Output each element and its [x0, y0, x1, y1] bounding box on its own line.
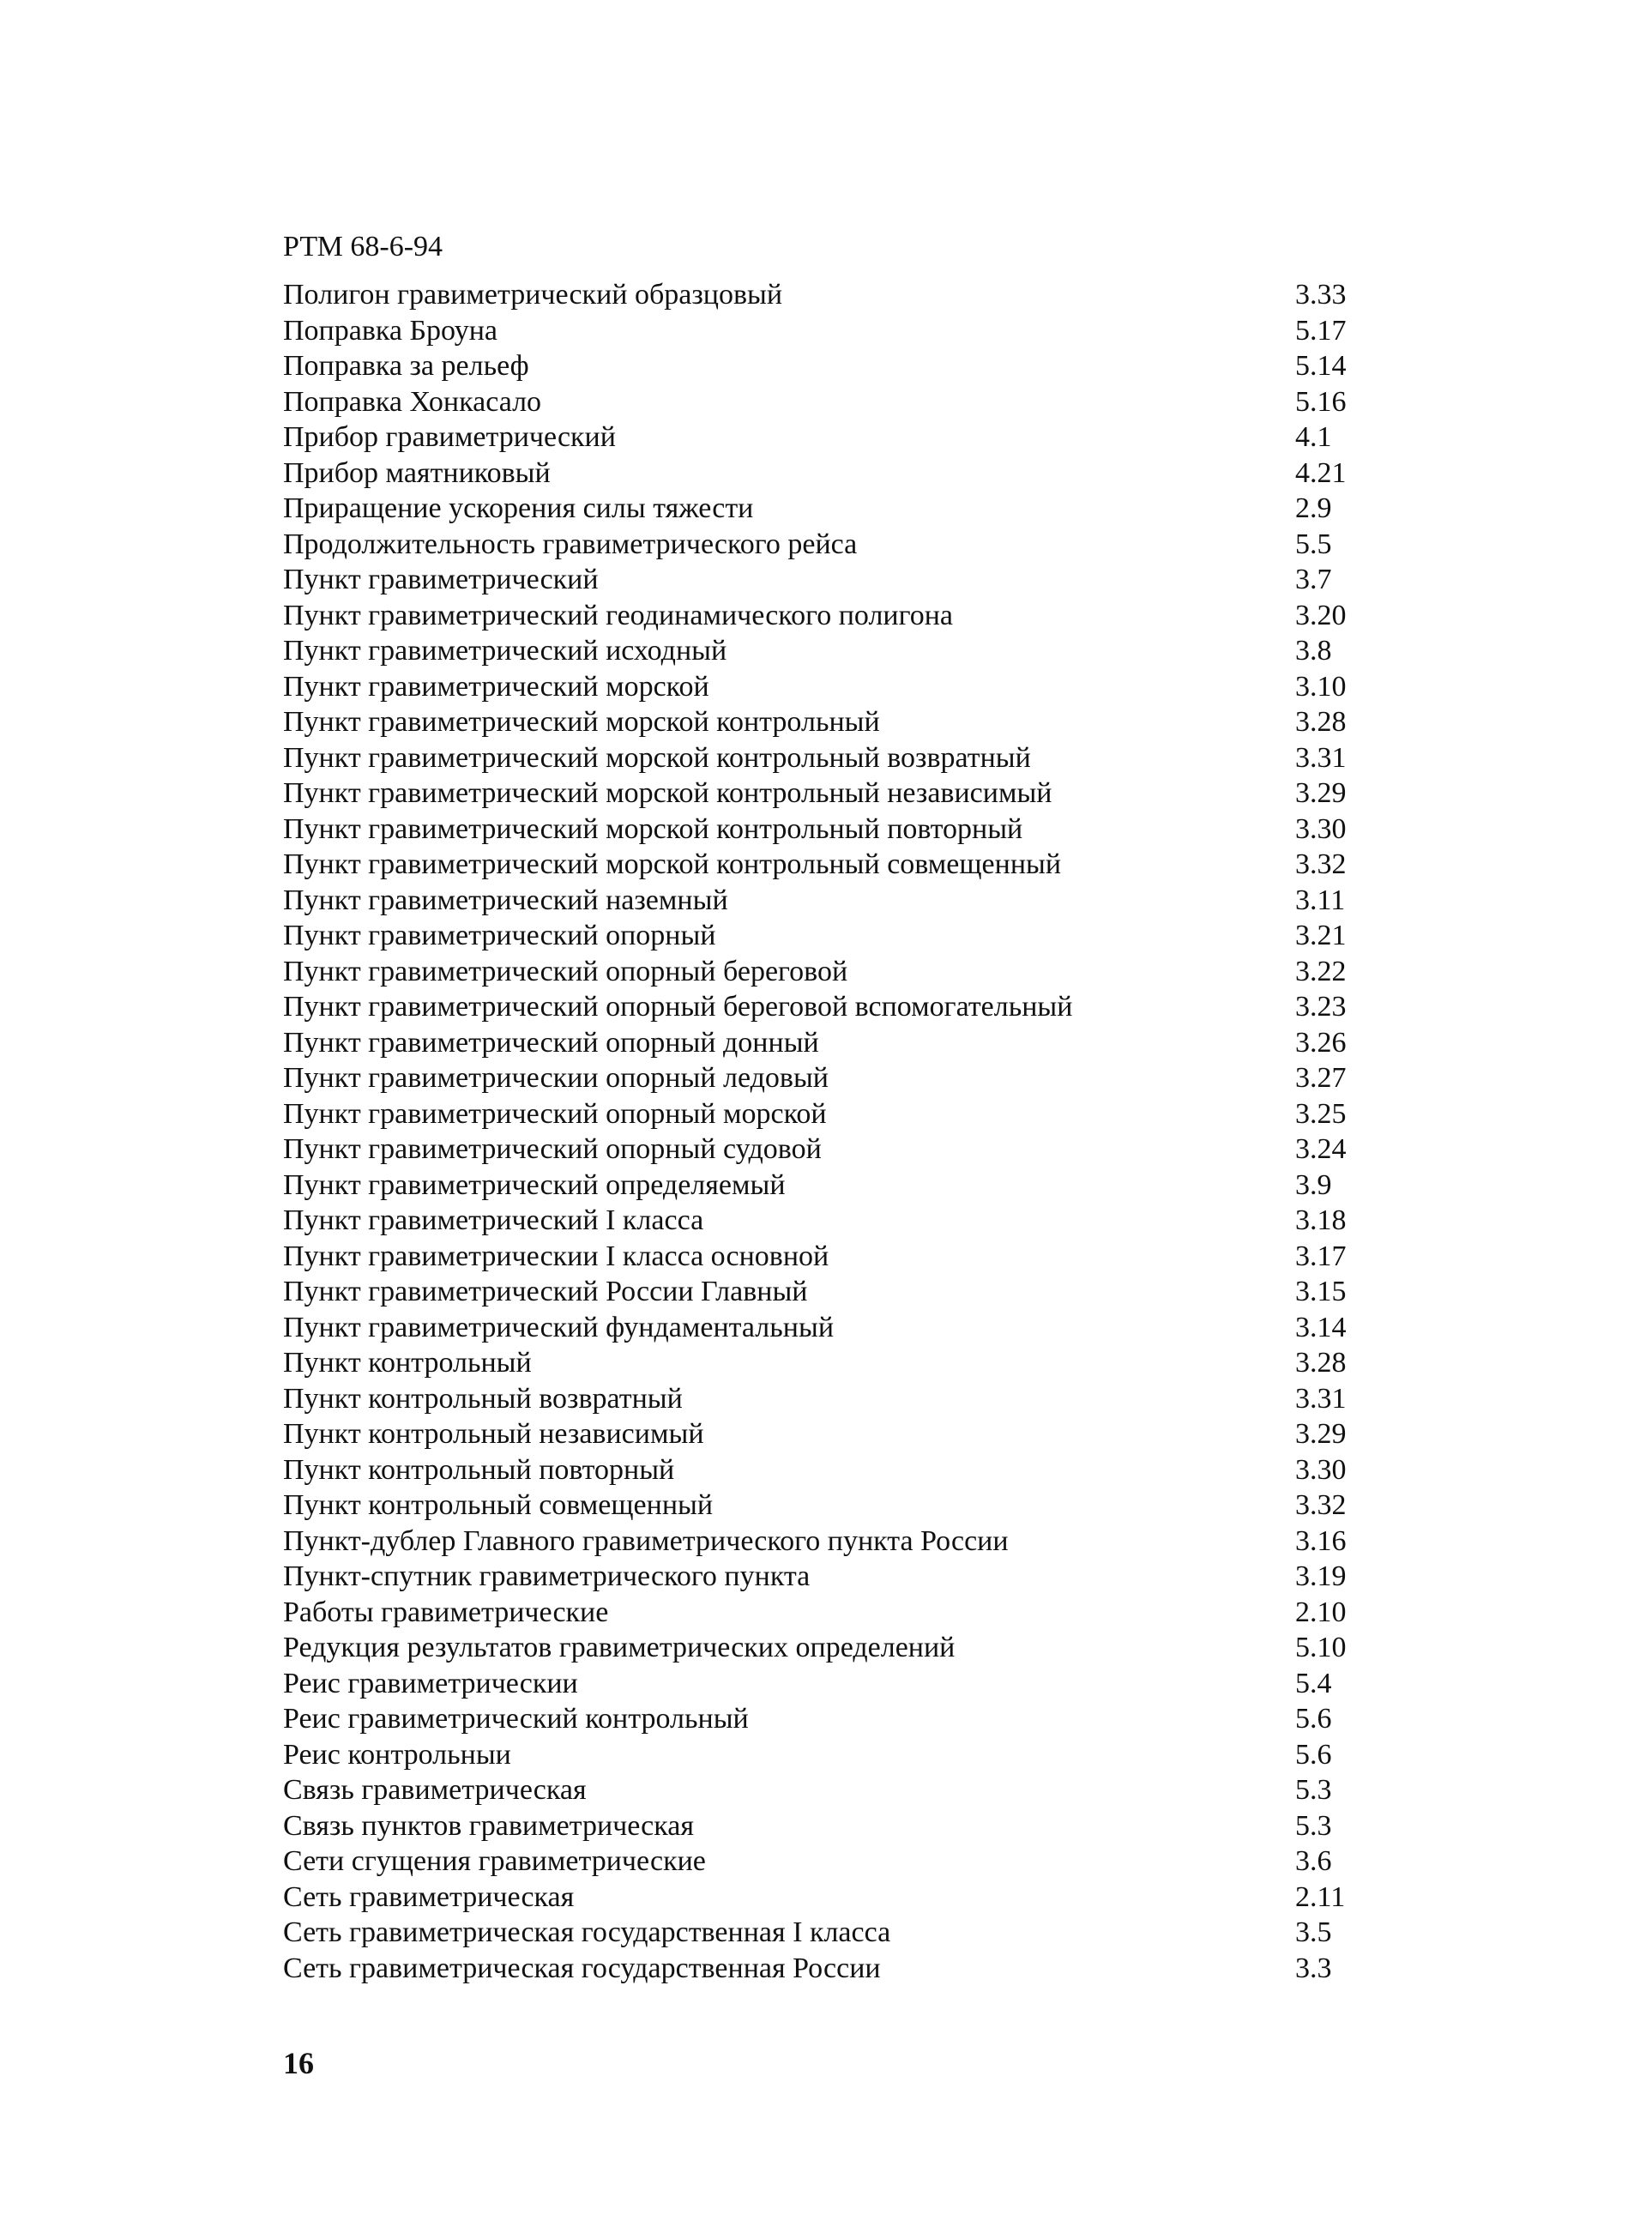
- index-reference: 3.31: [1295, 741, 1347, 774]
- index-term: Пункт гравиметрический морской: [283, 670, 709, 703]
- document-code-header: РТМ 68-6-94: [283, 231, 443, 263]
- index-entry: [283, 419, 1355, 456]
- index-term: Работы гравиметрические: [283, 1596, 609, 1628]
- index-reference: 3.6: [1295, 1845, 1332, 1877]
- index-entry: [283, 918, 1355, 954]
- index-entry: [283, 1701, 1355, 1737]
- index-reference: 2.10: [1295, 1596, 1347, 1628]
- index-term: Редукция результатов гравиметрических определений: [283, 1632, 956, 1663]
- index-reference: 3.16: [1295, 1524, 1347, 1557]
- index-term: Пункт гравиметрическии I класса основной: [283, 1240, 829, 1272]
- index-entry: [283, 883, 1355, 919]
- index-entry: [283, 1630, 1355, 1666]
- index-term: Поправка Броуна: [283, 314, 498, 347]
- index-entry: [283, 704, 1355, 740]
- index-reference: 3.32: [1295, 848, 1347, 880]
- index-entry: [283, 812, 1355, 848]
- index-entry: [283, 847, 1355, 883]
- index-term: Пункт гравиметрический опорный береговой вспомогательный: [283, 991, 1073, 1023]
- index-entry: [283, 1060, 1355, 1096]
- index-reference: 3.9: [1295, 1168, 1332, 1201]
- index-reference: 5.6: [1295, 1738, 1332, 1771]
- index-reference: 3.26: [1295, 1026, 1347, 1059]
- index-reference: 3.20: [1295, 599, 1347, 631]
- index-reference: 3.11: [1295, 884, 1346, 916]
- index-term: Приращение ускорения силы тяжести: [283, 492, 754, 524]
- index-term: Реис гравиметрическии: [283, 1667, 578, 1699]
- index-term: Пункт гравиметрический исходный: [283, 635, 727, 667]
- index-entry: [283, 384, 1355, 420]
- index-term: Прибор маятниковый: [283, 456, 551, 489]
- index-term: Пункт-дублер Главного гравиметрического пункта России: [283, 1524, 1009, 1557]
- index-reference: 3.29: [1295, 777, 1347, 809]
- index-entry: [283, 633, 1355, 669]
- index-entry: [283, 740, 1355, 776]
- index-entry: [283, 1915, 1355, 1951]
- index-term: Пункт гравиметрический морской контрольный независимый: [283, 777, 1052, 809]
- index-term: Пункт гравиметрический опорный морской: [283, 1097, 827, 1130]
- index-reference: 3.28: [1295, 706, 1347, 738]
- index-reference: 3.17: [1295, 1240, 1347, 1272]
- index-entry: [283, 277, 1355, 313]
- index-term: Пункт гравиметрический морской контрольный возвратный: [283, 741, 1031, 774]
- index-reference: 3.23: [1295, 991, 1347, 1023]
- index-reference: 5.3: [1295, 1809, 1332, 1842]
- index-term: Полигон гравиметрический образцовый: [283, 279, 783, 311]
- index-entry: [283, 1452, 1355, 1488]
- index-term: Пункт гравиметрический опорный береговой: [283, 955, 848, 987]
- index-term: Поправка за рельеф: [283, 350, 529, 382]
- index-entry: [283, 527, 1355, 563]
- index-term: Пункт гравиметрический I класса: [283, 1204, 704, 1236]
- index-reference: 3.15: [1295, 1276, 1347, 1307]
- index-reference: 4.1: [1295, 421, 1332, 453]
- index-entry: [283, 954, 1355, 990]
- index-term: Пункт гравиметрический определяемый: [283, 1168, 786, 1201]
- index-term: Пункт гравиметрический опорный донный: [283, 1026, 819, 1059]
- index-reference: 3.30: [1295, 812, 1347, 845]
- index-term: Пункт контрольный возвратный: [283, 1382, 683, 1415]
- index-term: Пункт гравиметрическии опорный ледовый: [283, 1062, 829, 1094]
- index-entry: [283, 1951, 1355, 1987]
- index-reference: 2.9: [1295, 492, 1332, 524]
- index-term: Сеть гравиметрическая: [283, 1880, 575, 1913]
- index-reference: 3.5: [1295, 1916, 1332, 1948]
- index-term: Пункт контрольный совмещенный: [283, 1489, 714, 1521]
- index-term: Связь гравиметрическая: [283, 1774, 587, 1806]
- index-entry: [283, 491, 1355, 527]
- index-reference: 2.11: [1295, 1880, 1346, 1913]
- index-entry: [283, 1274, 1355, 1310]
- index-reference: 3.30: [1295, 1453, 1347, 1486]
- index-reference: 5.10: [1295, 1632, 1347, 1663]
- index-term: Поправка Хонкасало: [283, 385, 542, 418]
- subject-index-list: [283, 277, 1355, 1986]
- index-reference: 3.18: [1295, 1204, 1347, 1236]
- index-entry: [283, 1488, 1355, 1524]
- index-reference: 3.32: [1295, 1489, 1347, 1521]
- index-term: Пункт гравиметрический морской контрольный совмещенный: [283, 848, 1062, 880]
- index-term: Пункт гравиметрический опорный: [283, 920, 716, 951]
- index-reference: 3.10: [1295, 670, 1347, 703]
- index-entry: [283, 1772, 1355, 1808]
- index-entry: [283, 1416, 1355, 1452]
- index-entry: [283, 776, 1355, 812]
- index-entry: [283, 598, 1355, 634]
- index-entry: [283, 669, 1355, 705]
- index-term: Связь пунктов гравиметрическая: [283, 1809, 695, 1842]
- index-entry: [283, 1880, 1355, 1916]
- index-reference: 3.27: [1295, 1062, 1347, 1094]
- page-number: 16: [283, 2046, 314, 2080]
- index-entry: [283, 1096, 1355, 1132]
- index-entry: [283, 562, 1355, 598]
- index-reference: 3.7: [1295, 564, 1332, 595]
- index-entry: [283, 348, 1355, 384]
- index-reference: 3.31: [1295, 1382, 1347, 1415]
- index-term: Пункт гравиметрический наземный: [283, 884, 728, 916]
- index-reference: 5.5: [1295, 528, 1332, 560]
- index-entry: [283, 1381, 1355, 1417]
- index-reference: 5.14: [1295, 350, 1347, 382]
- index-term: Пункт контрольный повторный: [283, 1453, 675, 1486]
- index-entry: [283, 1844, 1355, 1880]
- index-reference: 3.33: [1295, 279, 1347, 311]
- index-entry: [283, 1239, 1355, 1275]
- index-entry: [283, 1025, 1355, 1061]
- index-entry: [283, 1132, 1355, 1168]
- index-term: Сеть гравиметрическая государственная I класса: [283, 1916, 891, 1948]
- index-term: Пункт гравиметрический фундаментальный: [283, 1311, 835, 1343]
- index-reference: 3.19: [1295, 1560, 1347, 1592]
- index-term: Пункт гравиметрический: [283, 564, 599, 595]
- index-entry: [283, 1524, 1355, 1560]
- index-term: Пункт гравиметрический морской контрольный: [283, 706, 880, 738]
- index-reference: 3.14: [1295, 1311, 1347, 1343]
- index-reference: 3.29: [1295, 1418, 1347, 1450]
- index-reference: 5.3: [1295, 1774, 1332, 1806]
- index-term: Прибор гравиметрический: [283, 421, 616, 453]
- index-reference: 3.21: [1295, 920, 1347, 951]
- index-entry: [283, 989, 1355, 1025]
- index-entry: [283, 1737, 1355, 1773]
- index-reference: 3.22: [1295, 955, 1347, 987]
- index-reference: 5.16: [1295, 385, 1347, 418]
- index-reference: 3.24: [1295, 1133, 1347, 1165]
- index-entry: [283, 1666, 1355, 1702]
- index-reference: 3.8: [1295, 635, 1332, 667]
- index-entry: [283, 1345, 1355, 1381]
- index-entry: [283, 1310, 1355, 1346]
- index-reference: 3.28: [1295, 1347, 1347, 1379]
- index-term: Пункт-спутник гравиметрического пункта: [283, 1560, 811, 1592]
- index-term: Продолжительность гравиметрического рейса: [283, 528, 858, 560]
- index-entry: [283, 1808, 1355, 1844]
- index-term: Реис гравиметрический контрольный: [283, 1703, 749, 1735]
- index-entry: [283, 313, 1355, 349]
- index-reference: 5.17: [1295, 314, 1347, 347]
- index-reference: 5.6: [1295, 1703, 1332, 1735]
- index-reference: 3.25: [1295, 1097, 1347, 1130]
- index-reference: 5.4: [1295, 1667, 1332, 1699]
- index-entry: [283, 1203, 1355, 1239]
- index-entry: [283, 456, 1355, 492]
- index-term: Пункт контрольный независимый: [283, 1418, 704, 1450]
- index-term: Пункт гравиметрический опорный судовой: [283, 1133, 822, 1165]
- index-term: Сеть гравиметрическая государственная России: [283, 1952, 881, 1984]
- index-entry: [283, 1168, 1355, 1204]
- index-entry: [283, 1595, 1355, 1631]
- index-term: Реис контрольныи: [283, 1738, 511, 1771]
- index-reference: 3.3: [1295, 1952, 1332, 1984]
- index-term: Пункт гравиметрический России Главный: [283, 1276, 808, 1307]
- index-term: Пункт контрольный: [283, 1347, 532, 1379]
- index-term: Сети сгущения гравиметрические: [283, 1845, 706, 1877]
- index-term: Пункт гравиметрический морской контрольный повторный: [283, 812, 1023, 845]
- index-reference: 4.21: [1295, 456, 1347, 489]
- index-term: Пункт гравиметрический геодинамического полигона: [283, 599, 953, 631]
- index-entry: [283, 1559, 1355, 1595]
